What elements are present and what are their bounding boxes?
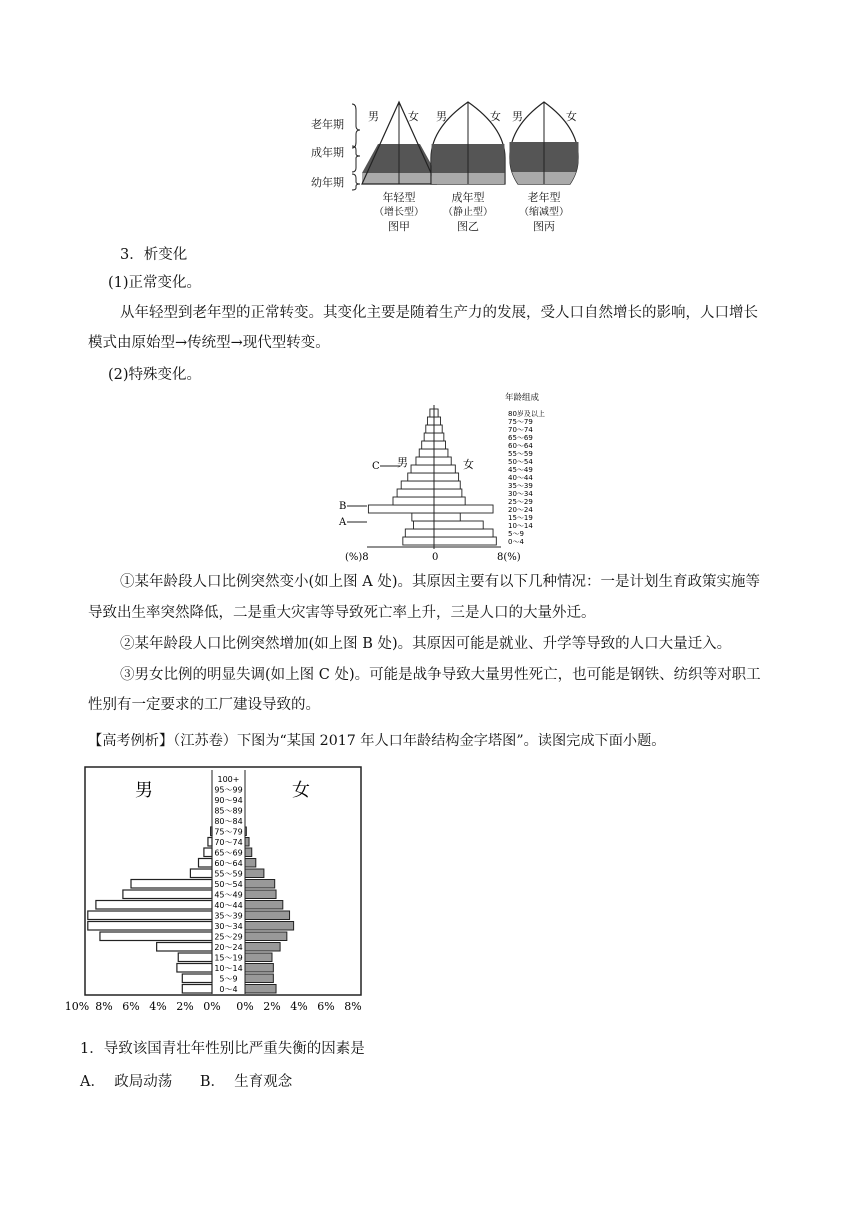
bar-female: [245, 848, 252, 857]
age-tick-label: 20～24: [508, 506, 533, 514]
type-stable-name: 成年型: [451, 191, 485, 204]
bar-male: [416, 457, 434, 465]
age-tick-label: 90～94: [214, 796, 243, 805]
age-tick-label: 100+: [217, 775, 240, 784]
annotation-b: B: [339, 501, 347, 512]
bar-female: [434, 521, 483, 529]
bar-female: [434, 457, 451, 465]
age-tick-label: 30～34: [214, 922, 243, 931]
age-tick-label: 65～69: [214, 848, 243, 858]
bar-female: [434, 497, 465, 505]
bar-male: [100, 932, 212, 941]
age-tick-label: 35～39: [508, 482, 533, 490]
bar-male: [401, 481, 434, 489]
cause-1-line2: 导致出生率突然降低，二是重大灾害等导致死亡率上升，三是人口的大量外迁。: [88, 605, 596, 621]
bar-female: [245, 880, 275, 889]
age-tick-label: 25～29: [508, 498, 533, 506]
bar-female: [434, 473, 459, 481]
bar-female: [245, 964, 273, 973]
para-normal-1: 从年轻型到老年型的正常转变。其变化主要是随着生产力的发展，受人口自然增长的影响，人口增长: [120, 305, 758, 321]
age-tick-label: 5～9: [219, 974, 238, 984]
bar-male: [419, 449, 434, 457]
female-label-a: 女: [408, 110, 419, 123]
cause-2: ②某年龄段人口比例突然增加(如上图 B 处)。其原因可能是就业、升学等导致的人口大量迁入。: [120, 636, 732, 652]
question-1: 1．导致该国青壮年性别比严重失衡的因素是: [80, 1041, 365, 1057]
subheading-special: (2)特殊变化。: [108, 367, 202, 383]
bar-male: [411, 465, 434, 473]
para-normal-2: 模式由原始型→传统型→现代型转变。: [88, 335, 330, 351]
cause-3-line2: 性别有一定要求的工厂建设导致的。: [88, 697, 320, 713]
chart2-female: 女: [463, 458, 474, 471]
age-tick-label: 40～44: [508, 474, 533, 482]
age-tick-label: 20～24: [214, 943, 243, 952]
age-tick-label: 70～74: [214, 838, 243, 847]
bar-male: [157, 943, 212, 952]
age-tick-label: 0～4: [219, 985, 238, 994]
bar-female: [245, 932, 287, 941]
age-tick-label: 50～54: [508, 458, 533, 466]
age-tick-label: 55～59: [508, 450, 533, 458]
stage-adult-label: 成年期: [311, 146, 344, 159]
bar-male: [208, 838, 212, 847]
bar-male: [426, 425, 434, 433]
bar-male: [414, 521, 435, 529]
age-tick-label: 15～19: [508, 514, 533, 522]
pyramid-types-figure: [300, 98, 590, 236]
x-tick-left: 6%: [122, 1000, 140, 1013]
bar-male: [178, 953, 212, 962]
exam-intro: 【高考例析】（江苏卷）下图为“某国 2017 年人口年龄结构金字塔图”。读图完成下面小题。: [88, 733, 666, 749]
x-tick-right: 6%: [317, 1000, 335, 1013]
type-aging-sub: （缩减型）: [519, 207, 569, 218]
male-label-b: 男: [436, 110, 447, 123]
bar-female: [434, 433, 444, 441]
bar-male: [88, 922, 212, 931]
type-aging-fig: 图丙: [533, 220, 555, 233]
bar-male: [88, 911, 212, 920]
bar-female: [434, 537, 496, 545]
age-tick-label: 75～79: [508, 418, 533, 426]
bar-male: [422, 441, 434, 449]
chart2-x-mid: 0: [432, 552, 439, 563]
type-stable-fig: 图乙: [457, 220, 479, 233]
age-tick-label: 55～59: [214, 869, 243, 879]
bar-female: [434, 481, 460, 489]
age-tick-label: 45～49: [508, 466, 533, 474]
bar-male: [405, 529, 434, 537]
age-tick-label: 40～44: [214, 901, 243, 910]
age-tick-label: 65～69: [508, 434, 533, 442]
annotation-c: C: [372, 461, 380, 472]
male-label-c: 男: [512, 110, 523, 123]
x-tick-right: 0%: [236, 1000, 254, 1013]
male-label-a: 男: [368, 110, 379, 123]
age-tick-label: 0～4: [508, 538, 524, 546]
special-pyramid-chart: [335, 390, 565, 565]
age-tick-label: 60～64: [214, 859, 243, 868]
bar-female: [434, 441, 445, 449]
type-young-fig: 图甲: [388, 220, 410, 233]
bar-male: [412, 513, 434, 521]
bar-male: [427, 417, 434, 425]
bar-female: [434, 465, 455, 473]
section-heading: 3．析变化: [120, 247, 188, 263]
bar-female: [245, 911, 290, 920]
bar-male: [177, 964, 212, 973]
bar-female: [245, 974, 273, 983]
bar-male: [190, 869, 212, 878]
age-tick-label: 10～14: [214, 964, 243, 973]
bar-male: [368, 505, 434, 513]
chart2-x-right: 8(%): [497, 552, 521, 563]
bar-male: [123, 890, 212, 899]
bar-male: [424, 433, 434, 441]
age-tick-label: 30～34: [508, 490, 533, 498]
bar-female: [434, 409, 438, 417]
type-stable-sub: （静止型）: [443, 207, 493, 218]
bar-male: [199, 859, 213, 868]
type-young-name: 年轻型: [382, 191, 416, 204]
country-2017-pyramid: [64, 762, 370, 1014]
age-tick-label: 80岁及以上: [508, 410, 545, 418]
bar-female: [434, 529, 493, 537]
x-tick-left: 0%: [203, 1000, 221, 1013]
x-tick-left: 8%: [95, 1000, 113, 1013]
female-label-b: 女: [490, 110, 501, 123]
x-tick-left: 2%: [176, 1000, 194, 1013]
chart3-female: 女: [292, 780, 310, 801]
bar-male: [408, 473, 434, 481]
x-tick-left: 10%: [64, 1000, 90, 1013]
bar-male: [397, 489, 434, 497]
x-tick-right: 8%: [344, 1000, 362, 1013]
bar-female: [245, 838, 249, 847]
bar-male: [182, 974, 212, 983]
stage-old-label: 老年期: [311, 118, 344, 131]
chart3-male: 男: [135, 780, 153, 801]
bar-female: [245, 922, 294, 931]
bar-female: [245, 869, 264, 878]
bar-male: [182, 985, 212, 994]
age-tick-label: 5～9: [508, 530, 524, 538]
x-tick-left: 4%: [149, 1000, 167, 1013]
bar-female: [434, 513, 460, 521]
type-young-sub: （增长型）: [374, 207, 424, 218]
bar-male: [131, 880, 212, 889]
age-tick-label: 15～19: [214, 953, 243, 963]
chart2-male: 男: [397, 456, 408, 469]
bar-male: [430, 409, 434, 417]
bar-male: [204, 848, 212, 857]
cause-1-line1: ①某年龄段人口比例突然变小(如上图 A 处)。其原因主要有以下几种情况：一是计划生育政策实施等: [120, 574, 760, 590]
age-tick-label: 45～49: [214, 890, 243, 900]
annotation-a: A: [339, 517, 347, 528]
chart2-title: 年龄组成: [505, 393, 540, 403]
x-tick-right: 2%: [263, 1000, 281, 1013]
age-tick-label: 70～74: [508, 426, 533, 434]
bar-female: [245, 901, 283, 910]
question-1-options: A． 政局动荡 B． 生育观念: [80, 1074, 293, 1090]
bar-female: [245, 943, 280, 952]
bar-female: [434, 417, 441, 425]
subheading-normal: (1)正常变化。: [108, 275, 202, 291]
type-aging-name: 老年型: [527, 191, 561, 204]
x-tick-right: 4%: [290, 1000, 308, 1013]
age-tick-label: 10～14: [508, 522, 533, 530]
bar-female: [245, 890, 276, 899]
age-tick-label: 75～79: [214, 827, 243, 837]
bar-female: [434, 425, 442, 433]
age-tick-label: 50～54: [214, 880, 243, 889]
age-tick-label: 60～64: [508, 442, 533, 450]
bar-male: [96, 901, 212, 910]
chart2-x-left: (%)8: [345, 552, 369, 563]
stage-young-label: 幼年期: [311, 176, 344, 189]
age-tick-label: 25～29: [214, 932, 243, 942]
bar-female: [434, 489, 462, 497]
bar-female: [245, 859, 256, 868]
cause-3-line1: ③男女比例的明显失调(如上图 C 处)。可能是战争导致大量男性死亡，也可能是钢铁、纺织等对职工: [120, 667, 761, 683]
age-tick-label: 85～89: [214, 806, 243, 816]
age-tick-label: 35～39: [214, 911, 243, 921]
bar-female: [245, 985, 276, 994]
age-tick-label: 80～84: [214, 817, 243, 826]
female-label-c: 女: [566, 110, 577, 123]
bar-female: [434, 505, 493, 513]
bar-male: [403, 537, 434, 545]
bar-female: [434, 449, 448, 457]
bar-male: [393, 497, 434, 505]
age-tick-label: 95～99: [214, 785, 243, 795]
bar-female: [245, 953, 272, 962]
